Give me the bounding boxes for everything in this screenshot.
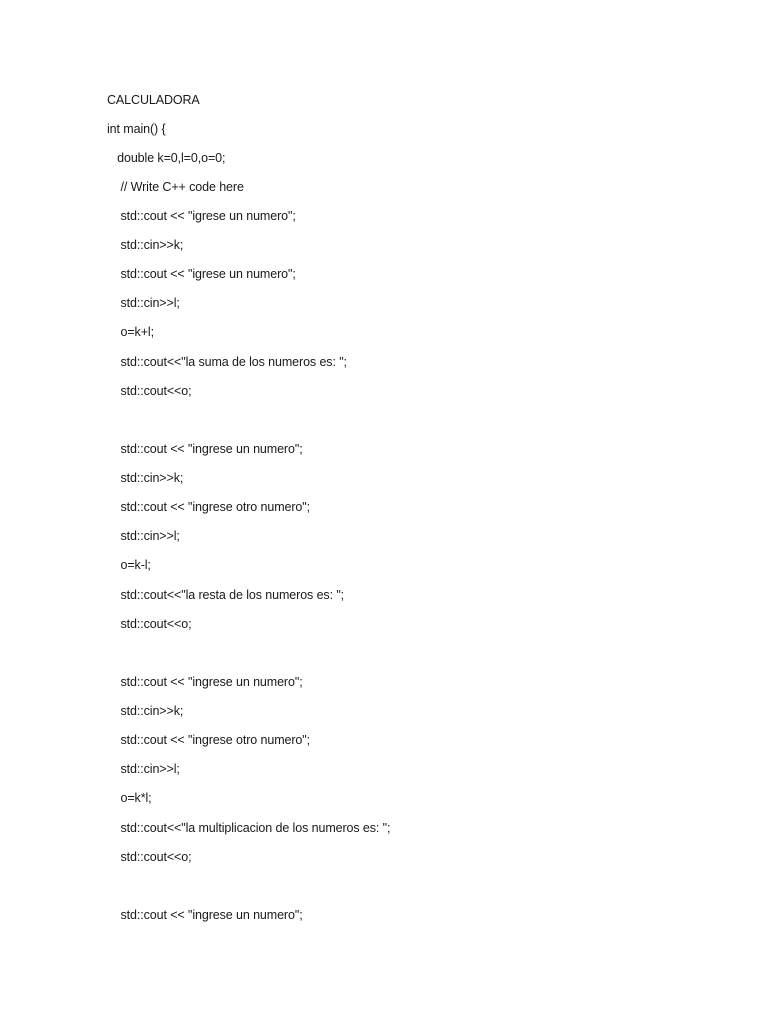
code-line: std::cin>>l; — [107, 296, 180, 310]
code-line: o=k*l; — [107, 791, 152, 805]
code-line: o=k-l; — [107, 558, 151, 572]
document-title: CALCULADORA — [107, 93, 200, 107]
code-line: std::cout << "igrese un numero"; — [107, 267, 296, 281]
code-line: std::cin>>k; — [107, 471, 184, 485]
code-line: std::cout<<"la multiplicacion de los numeros es: "; — [107, 821, 391, 835]
code-line: std::cout<<"la suma de los numeros es: "; — [107, 355, 347, 369]
code-line: std::cout<<o; — [107, 617, 192, 631]
code-line: std::cout<<o; — [107, 850, 192, 864]
code-line: std::cout << "ingrese otro numero"; — [107, 500, 310, 514]
code-line: std::cout << "igrese un numero"; — [107, 209, 296, 223]
code-line: std::cin>>k; — [107, 238, 184, 252]
code-line: std::cout << "ingrese un numero"; — [107, 908, 303, 922]
code-line: std::cout << "ingrese un numero"; — [107, 442, 303, 456]
code-line: double k=0,l=0,o=0; — [107, 151, 226, 165]
code-line: o=k+l; — [107, 325, 154, 339]
code-line: int main() { — [107, 122, 166, 136]
code-line: std::cout << "ingrese otro numero"; — [107, 733, 310, 747]
code-comment-line: // Write C++ code here — [107, 180, 244, 194]
code-line: std::cout<<"la resta de los numeros es: "; — [107, 588, 345, 602]
code-line: std::cout<<o; — [107, 384, 192, 398]
code-line: std::cin>>l; — [107, 529, 180, 543]
code-line: std::cin>>k; — [107, 704, 184, 718]
code-line: std::cin>>l; — [107, 762, 180, 776]
code-line: std::cout << "ingrese un numero"; — [107, 675, 303, 689]
